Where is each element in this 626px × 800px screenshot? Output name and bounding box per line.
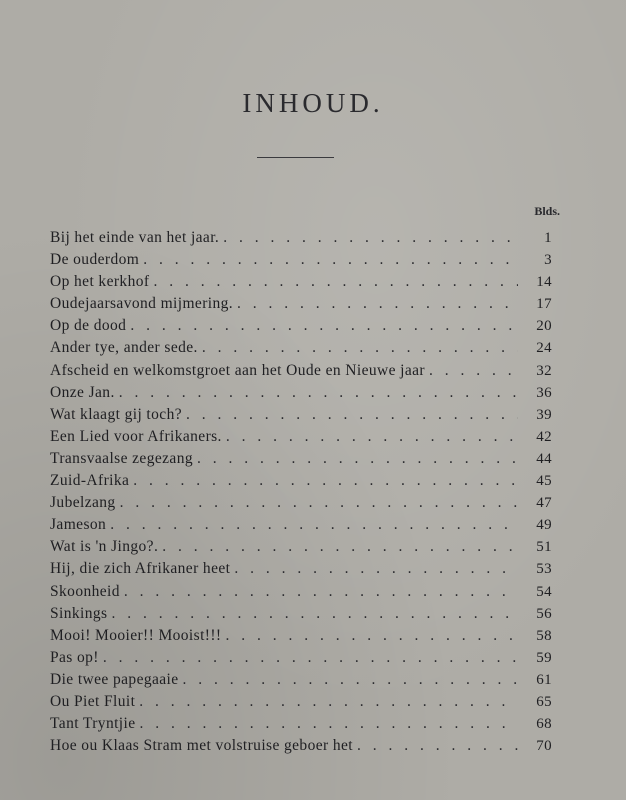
toc-entry — [50, 715, 552, 737]
toc-entry — [50, 273, 552, 295]
toc-entry — [50, 560, 552, 582]
table-of-contents — [50, 229, 552, 759]
toc-entry-page: 53 — [536, 561, 552, 578]
toc-entry-page: 14 — [536, 274, 552, 291]
toc-leader-dots — [237, 295, 518, 313]
toc-leader-dots — [140, 715, 518, 733]
toc-leader-dots — [357, 737, 518, 755]
page-title: INHOUD. — [242, 88, 384, 118]
toc-entry-page: 1 — [544, 230, 552, 246]
toc-entry-page: 17 — [536, 296, 552, 313]
toc-leader-dots — [225, 627, 518, 645]
toc-entry-page: 65 — [536, 693, 552, 710]
toc-entry-page: 70 — [536, 738, 552, 755]
toc-entry-title: Onze Jan. — [50, 383, 115, 401]
title-rule — [257, 157, 334, 158]
toc-entry-title: Skoonheid — [50, 582, 120, 600]
toc-entry — [50, 605, 552, 627]
toc-entry-page: 39 — [536, 406, 552, 423]
toc-entry-page: 20 — [536, 318, 552, 335]
toc-entry-title: Hij, die zich Afrikaner heet — [50, 560, 231, 578]
toc-entry-page: 24 — [536, 340, 552, 357]
toc-entry-page: 58 — [536, 627, 552, 644]
toc-entry-title: Een Lied voor Afrikaners. — [50, 427, 222, 445]
toc-entry — [50, 693, 552, 715]
toc-entry — [50, 737, 552, 759]
toc-entry-title: Sinkings — [50, 604, 108, 622]
toc-leader-dots — [153, 273, 518, 291]
toc-entry-title: Afscheid en welkomstgroet aan het Oude en Nieuwe jaar — [50, 361, 425, 379]
toc-entry-page: 42 — [536, 428, 552, 445]
toc-entry-page: 36 — [536, 384, 552, 401]
toc-entry — [50, 671, 552, 693]
toc-entry-title: Mooi! Mooier!! Mooist!!! — [50, 626, 222, 644]
toc-entry-title: Op het kerkhof — [50, 273, 150, 291]
toc-entry-page: 47 — [536, 495, 552, 512]
toc-entry-title: Jameson — [50, 516, 107, 534]
toc-leader-dots — [429, 362, 518, 380]
toc-entry — [50, 627, 552, 649]
toc-leader-dots — [103, 649, 518, 667]
toc-entry-title: Die twee papegaaie — [50, 670, 179, 688]
toc-entry-page: 49 — [536, 517, 552, 534]
toc-entry — [50, 229, 552, 251]
toc-entry-title: Ou Piet Fluit — [50, 692, 136, 710]
toc-leader-dots — [139, 693, 518, 711]
toc-entry-title: Wat klaagt gij toch? — [50, 405, 182, 423]
toc-entry — [50, 317, 552, 339]
toc-leader-dots — [133, 472, 518, 490]
toc-entry-page: 68 — [536, 716, 552, 733]
toc-entry-title: Transvaalse zegezang — [50, 449, 193, 467]
toc-leader-dots — [162, 538, 518, 556]
toc-leader-dots — [130, 317, 518, 335]
toc-entry-title: Jubelzang — [50, 494, 116, 512]
toc-entry-page: 51 — [536, 539, 552, 556]
toc-leader-dots — [111, 605, 518, 623]
toc-entry-title: Bij het einde van het jaar. — [50, 229, 220, 246]
toc-entry-title: Wat is 'n Jingo?. — [50, 538, 159, 556]
toc-leader-dots — [197, 450, 518, 468]
toc-entry-title: Pas op! — [50, 648, 99, 666]
page-column-header: Blds. — [534, 204, 560, 218]
toc-leader-dots — [223, 229, 518, 247]
toc-entry-page: 54 — [536, 583, 552, 600]
toc-entry-title: De ouderdom — [50, 251, 140, 269]
toc-leader-dots — [234, 560, 518, 578]
toc-entry-title: Tant Tryntjie — [50, 715, 136, 733]
toc-leader-dots — [110, 516, 518, 534]
toc-entry-page: 44 — [536, 450, 552, 467]
toc-entry-page: 3 — [544, 252, 552, 269]
toc-leader-dots — [202, 339, 518, 357]
toc-entry — [50, 450, 552, 472]
toc-entry-title: Op de dood — [50, 317, 127, 335]
toc-entry — [50, 583, 552, 605]
toc-entry — [50, 472, 552, 494]
toc-entry-title: Ander tye, ander sede. — [50, 339, 198, 357]
toc-entry — [50, 339, 552, 361]
toc-entry-page: 45 — [536, 473, 552, 490]
toc-entry — [50, 251, 552, 273]
toc-entry-page: 32 — [536, 362, 552, 379]
toc-leader-dots — [226, 428, 518, 446]
toc-entry — [50, 538, 552, 560]
toc-entry — [50, 406, 552, 428]
toc-entry — [50, 516, 552, 538]
toc-entry-title: Hoe ou Klaas Stram met volstruise geboer het — [50, 737, 353, 755]
toc-entry — [50, 384, 552, 406]
toc-entry-page: 61 — [536, 671, 552, 688]
toc-entry-title: Zuid-Afrika — [50, 472, 130, 490]
toc-leader-dots — [120, 494, 518, 512]
toc-leader-dots — [186, 406, 518, 424]
toc-leader-dots — [183, 671, 518, 689]
toc-leader-dots — [124, 583, 518, 601]
toc-entry — [50, 362, 552, 384]
toc-entry-page: 59 — [536, 649, 552, 666]
toc-entry — [50, 428, 552, 450]
toc-entry — [50, 295, 552, 317]
toc-leader-dots — [119, 384, 518, 402]
toc-entry-page: 56 — [536, 605, 552, 622]
toc-entry-title: Oudejaarsavond mijmering. — [50, 295, 234, 313]
toc-entry — [50, 649, 552, 671]
toc-leader-dots — [143, 251, 518, 269]
toc-entry — [50, 494, 552, 516]
